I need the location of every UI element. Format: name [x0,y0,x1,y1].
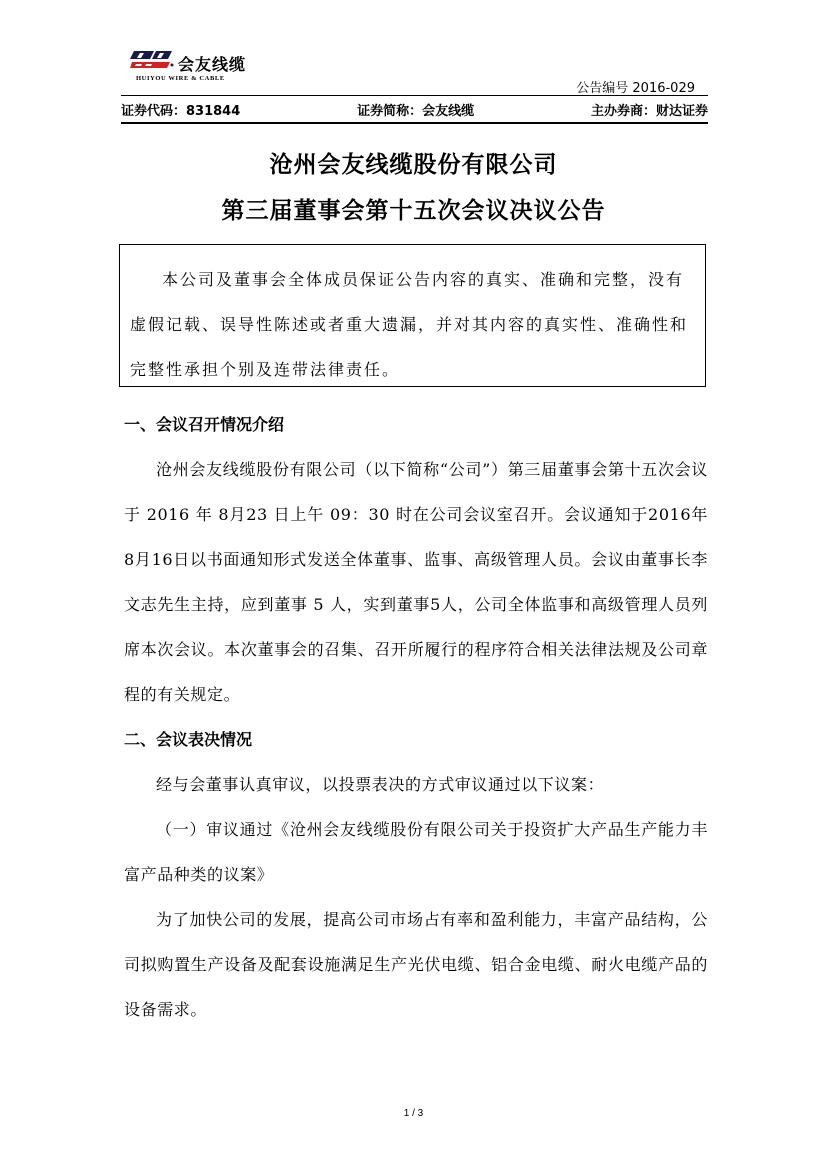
disclaimer-box [119,244,706,387]
section-heading-voting: 二、会议表决情况 [124,730,253,749]
meeting-paragraph: 沧州会友线缆股份有限公司（以下简称“公司”）第三届董事会第十五次会议于 2016 年 8月23 日上午 09：30 时在公司会议室召开。会议通知于2016年8月16日以书面通知形式发送全体董事、监事、高级管理人员。会议由董事长李文志先生主持，应到董事 5 人，实到董事5人，公司全体监事和高级管理人员列席本次会议。本次董事会的召集、召开所履行的程序符合相关法律法规及公司章程的有关规定。 [124,460,708,704]
sponsor-broker: 主办券商：财达证券 [590,104,708,119]
logo-mark-icon [130,48,174,78]
disclaimer-text: 本公司及董事会全体成员保证公告内容的真实、准确和完整，没有虚假记载、误导性陈述或者重大遗漏，并对其内容的真实性、准确性和完整性承担个别及连带法律责任。 [130,270,689,379]
document-body [124,402,708,1032]
page-number: 1 / 3 [403,1108,424,1119]
logo-english-text: HUIYOU WIRE & CABLE [136,75,225,82]
announcement-number: 公告编号 2016-029 [576,81,695,96]
resolution-paragraph: 为了加快公司的发展，提高公司市场占有率和盈利能力，丰富产品结构，公司拟购置生产设备及配套设施满足生产光伏电缆、铝合金电缆、耐火电缆产品的设备需求。 [124,910,708,1019]
company-logo [130,48,280,84]
resolution-title: （一）审议通过《沧州会友线缆股份有限公司关于投资扩大产品生产能力丰富产品种类的议案》 [124,820,708,884]
section-heading-meeting: 一、会议召开情况介绍 [124,415,285,434]
header-divider-bottom [121,122,708,124]
securities-info-row [121,100,708,119]
stock-code: 证券代码：831844 [121,104,241,119]
logo-chinese-text: 会友线缆 [178,55,247,74]
stock-abbreviation: 证券简称：会友线缆 [357,104,475,119]
announcement-title: 第三届董事会第十五次会议决议公告 [221,198,606,224]
header-divider-top [121,95,708,96]
voting-paragraph: 经与会董事认真审议，以投票表决的方式审议通过以下议案： [156,775,605,794]
company-title: 沧州会友线缆股份有限公司 [269,152,558,178]
